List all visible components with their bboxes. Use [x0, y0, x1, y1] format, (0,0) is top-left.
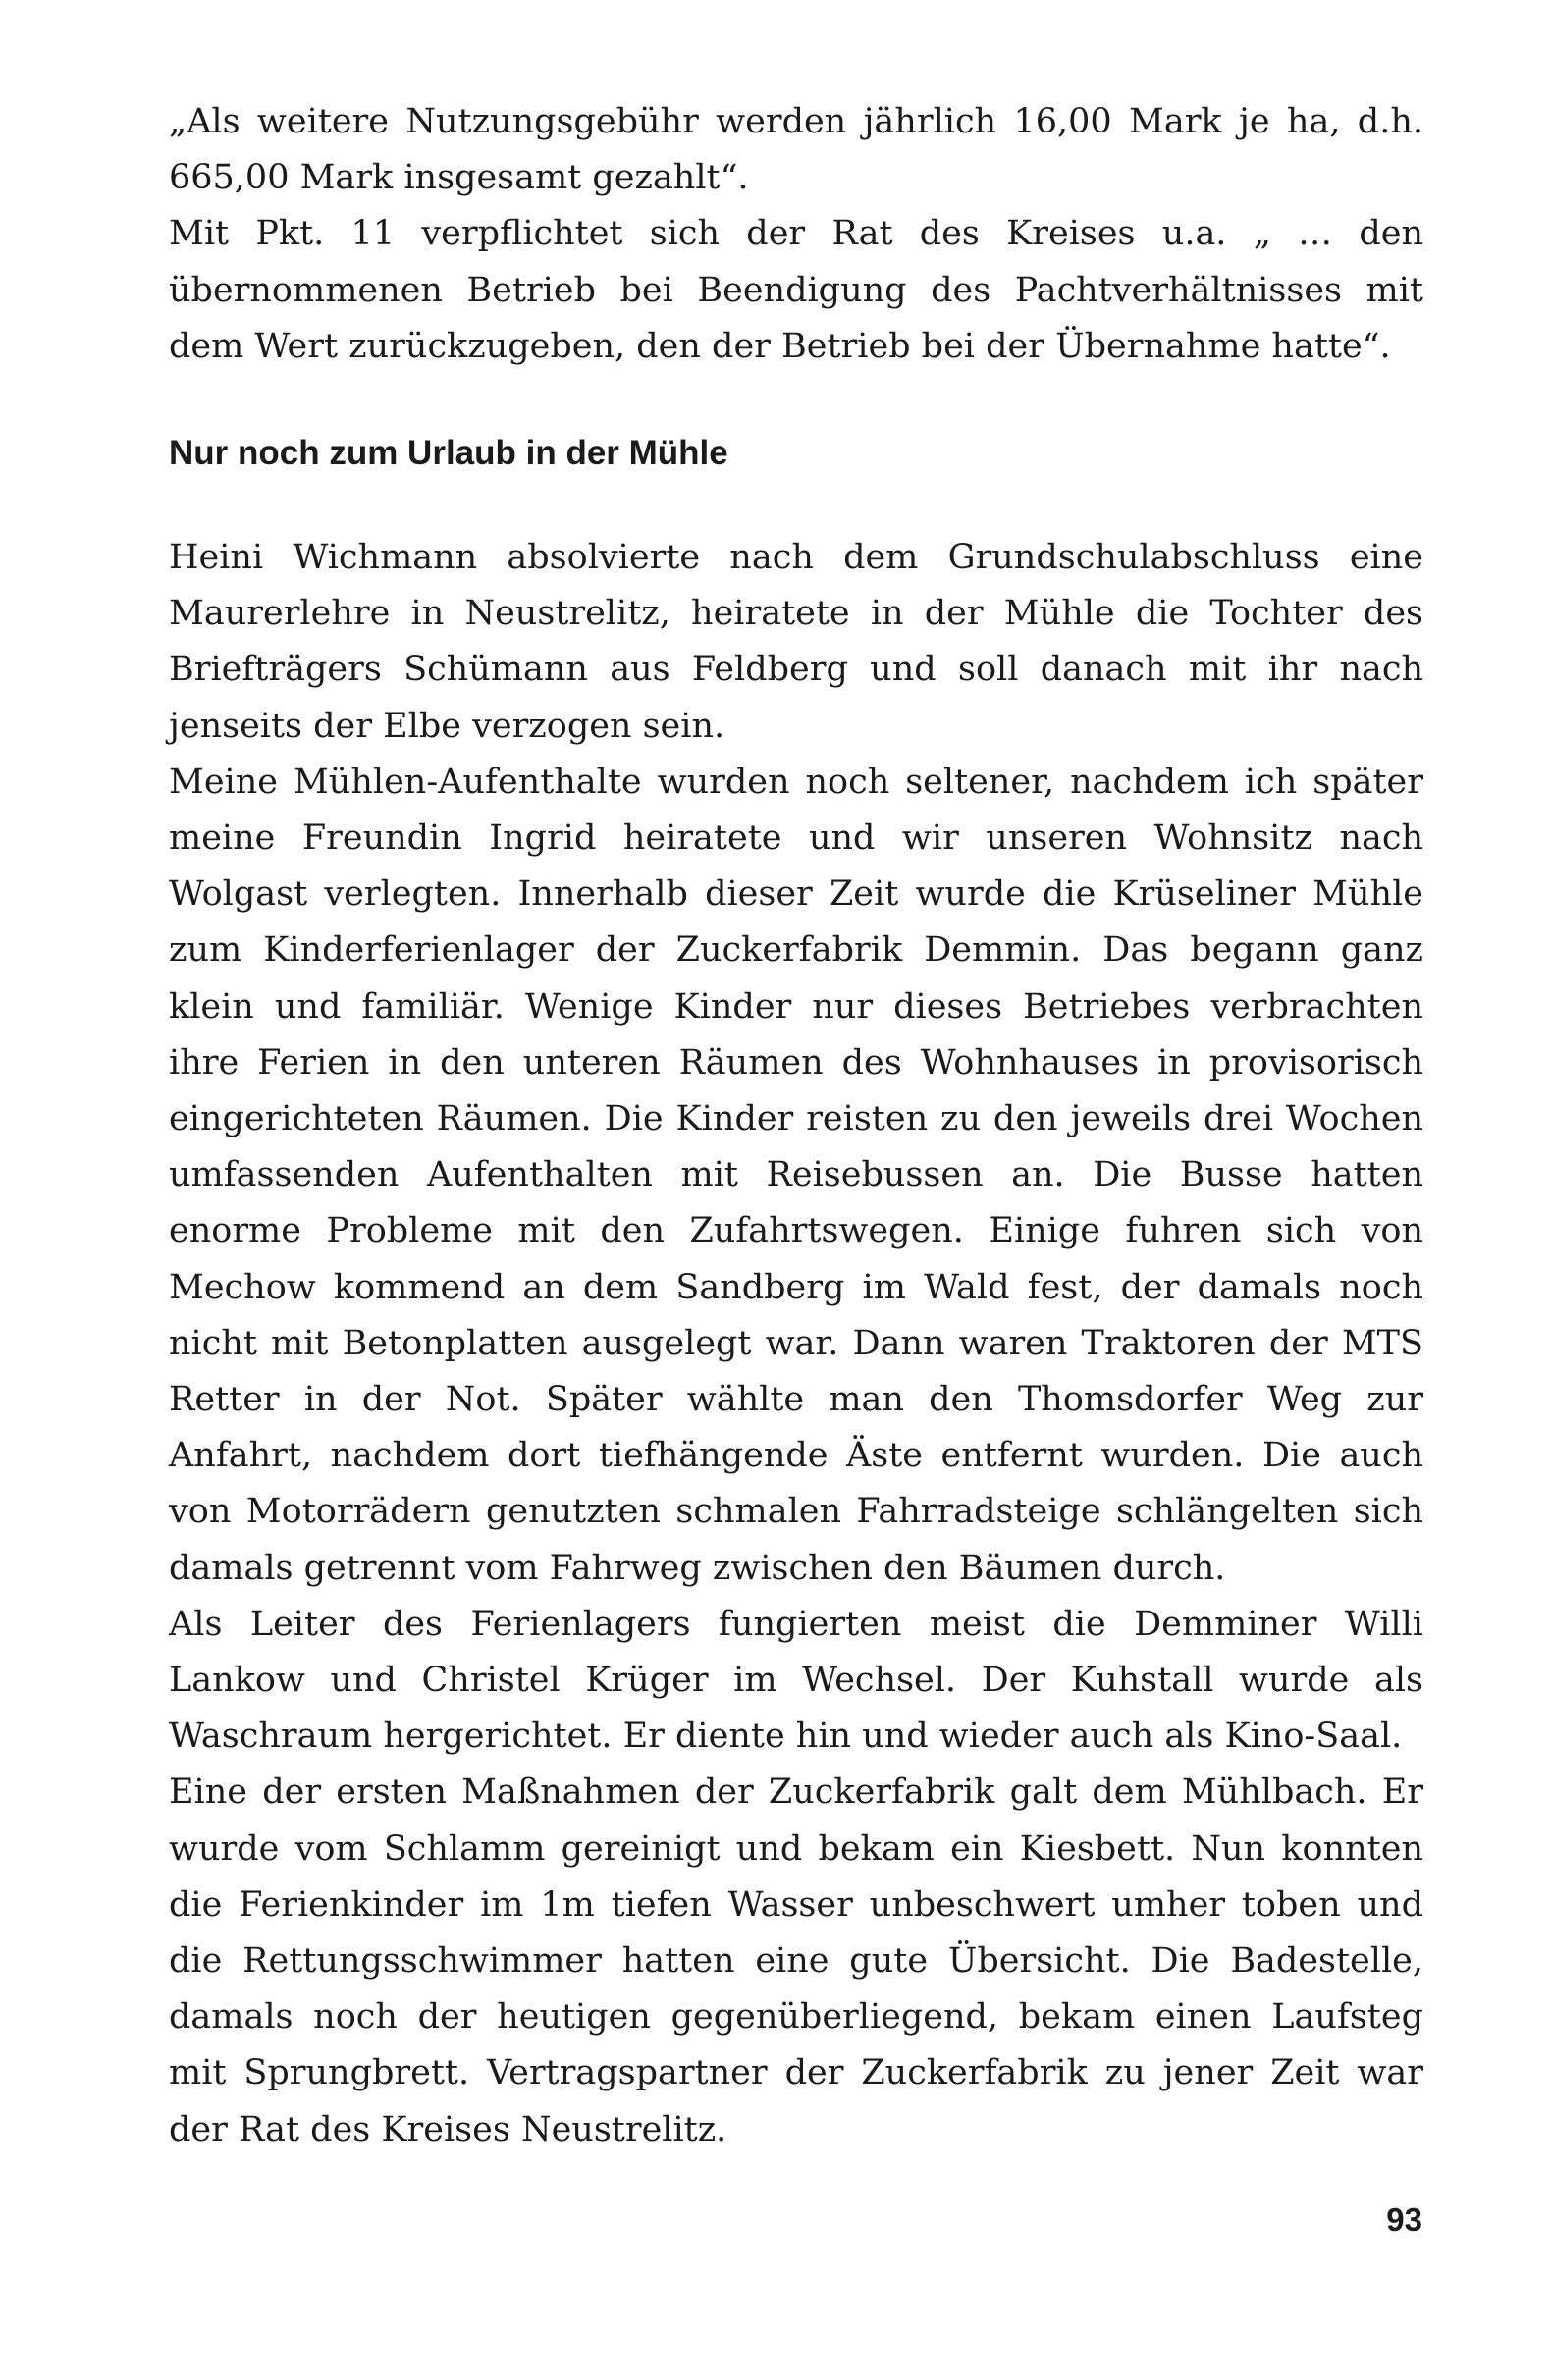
- section-heading: Nur noch zum Urlaub in der Mühle: [169, 434, 728, 472]
- section-body: [169, 530, 1423, 2158]
- body-paragraph-1: Heini Wichmann absolvierte nach dem Grundschulabschluss eine Maurerlehre in Neustrelitz, heiratete in der Mühle die Tochter des Briefträgers Schümann aus Feldberg und soll danach mit ihr nach jenseits der Elbe verzogen sein.: [169, 538, 1423, 746]
- intro-paragraph-1: „Als weitere Nutzungsgebühr werden jährlich 16,00 Mark je ha, d.h. 665,00 Mark insgesamt gezahlt“.: [169, 102, 1423, 198]
- intro-paragraph-2: Mit Pkt. 11 verpflichtet sich der Rat des Kreises u.a. „ … den übernommenen Betrieb bei Beendigung des Pachtverhältnisses mit dem Wert zurückzugeben, den der Betrieb bei der Übernahme hatte“.: [169, 214, 1423, 366]
- intro-quote-block: [169, 94, 1423, 375]
- body-paragraph-2: Meine Mühlen-Aufenthalte wurden noch seltener, nachdem ich später meine Freundin Ingrid heiratete und wir unseren Wohnsitz nach Wolgast verlegten. Innerhalb dieser Zeit wurde die Krüseliner Mühle zum Kinderferienlager der Zuckerfabrik Demmin. Das begann ganz klein und familiär. Wenige Kinder nur dieses Betriebes verbrachten ihre Ferien in den unteren Räumen des Wohnhauses in provisorisch eingerichteten Räumen. Die Kinder reisten zu den jeweils drei Wochen umfassenden Aufenthalten mit Reisebussen an. Die Busse hatten enorme Probleme mit den Zufahrtswegen. Einige fuhren sich von Mechow kommend an dem Sandberg im Wald fest, der damals noch nicht mit Betonplatten ausgelegt war. Dann waren Traktoren der MTS Retter in der Not. Später wählte man den Thomsdorfer Weg zur Anfahrt, nachdem dort tiefhängende Äste entfernt wurden. Die auch von Motorrädern genutzten schmalen Fahrradsteige schlängelten sich damals getrennt vom Fahrweg zwischen den Bäumen durch.: [169, 762, 1423, 1588]
- page-number: 93: [1386, 2201, 1422, 2238]
- body-paragraph-3: Als Leiter des Ferienlagers fungierten meist die Demminer Willi Lankow und Christel Krüger im Wechsel. Der Kuhstall wurde als Waschraum hergerichtet. Er diente hin und wieder auch als Kino-Saal.: [169, 1604, 1423, 1757]
- body-paragraph-4: Eine der ersten Maßnahmen der Zuckerfabrik galt dem Mühlbach. Er wurde vom Schlamm gereinigt und bekam ein Kiesbett. Nun konnten die Ferienkinder im 1m tiefen Wasser unbeschwert umher toben und die Rettungsschwimmer hatten eine gute Übersicht. Die Badestelle, damals noch der heutigen gegenüberliegend, bekam einen Laufsteg mit Sprungbrett. Vertragspartner der Zuckerfabrik zu jener Zeit war der Rat des Kreises Neustrelitz.: [169, 1772, 1423, 2149]
